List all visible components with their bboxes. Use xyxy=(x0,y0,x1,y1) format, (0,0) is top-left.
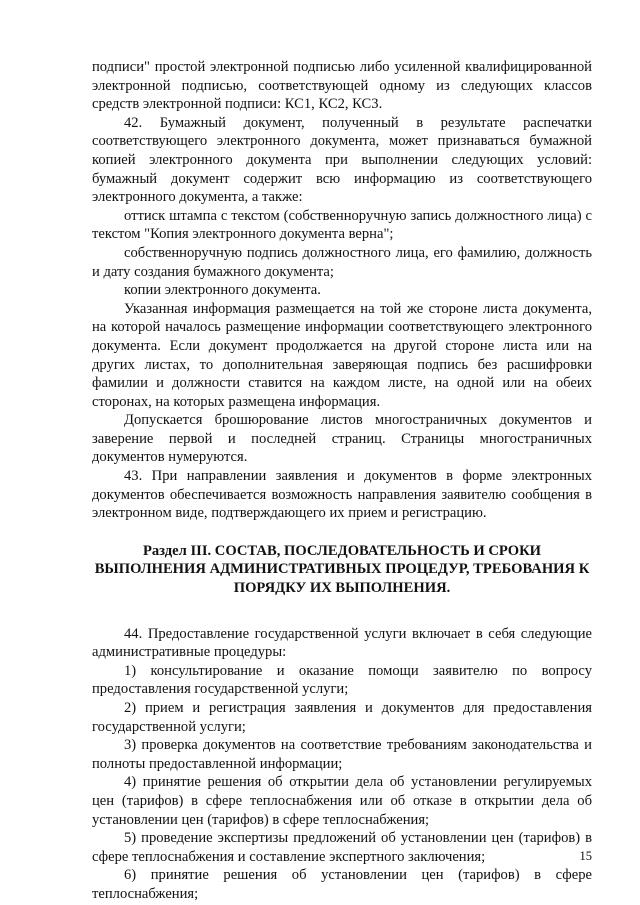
list-item-procedure-1: 1) консультирование и оказание помощи заявителю по вопросу предоставления государственной услуги; xyxy=(92,662,592,698)
paragraph-44: 44. Предоставление государственной услуги включает в себя следующие административные процедуры: xyxy=(92,625,592,661)
list-item-procedure-2: 2) прием и регистрация заявления и документов для предоставления государственной услуги; xyxy=(92,700,592,735)
paragraph-signature-classes: подписи" простой электронной подписью либо усиленной квалифицированной электронной подписью, соответствующей одному из следующих классов средств электронной подписи: КС1, КС2, КС3. xyxy=(92,59,592,113)
document-page xyxy=(92,58,592,904)
paragraph-handwritten-signature: собственноручную подпись должностного лица, его фамилию, должность и дату создания бумажного документа; xyxy=(92,244,592,280)
paragraph-42: 42. Бумажный документ, полученный в результате распечатки соответствующего электронного документа, может признаваться бумажной копией электронного документа при выполнении следующих условий: бумажный документ содержит всю информацию из соответствующего электронного документа, а также: xyxy=(92,114,592,206)
list-item-procedure-6: 6) принятие решения об установлении цен (тарифов) в сфере теплоснабжения; xyxy=(92,867,592,902)
list-item-procedure-5: 5) проведение экспертизы предложений об установлении цен (тарифов) в сфере теплоснабжения и составление экспертного заключения; xyxy=(92,830,592,865)
list-item-procedure-3: 3) проверка документов на соответствие требованиям законодательства и полноты предоставленной информации; xyxy=(92,737,592,772)
paragraph-binding: Допускается брошюрование листов многостраничных документов и заверение первой и последней страниц. Страницы многостраничных документов нумеруются. xyxy=(92,412,592,466)
paragraph-stamp-imprint: оттиск штампа с текстом (собственноручную запись должностного лица) с текстом "Копия электронного документа верна"; xyxy=(92,207,592,243)
paragraph-information-placement: Указанная информация размещается на той же стороне листа документа, на которой началось размещение информации соответствующего электронного документа. Если документ продолжается на другой стороне листа или на других листах, то дополнительная заверяющая подпись без расшифровки фамилии и должности ставится на каждом листе, на одной или на обеих сторонах, на которых размещена информация. xyxy=(92,300,592,410)
paragraph-copies: копии электронного документа. xyxy=(124,282,321,299)
page-number: 15 xyxy=(579,849,592,863)
list-item-procedure-4: 4) принятие решения об открытии дела об установлении регулируемых цен (тарифов) в сфере теплоснабжения или об отказе в открытии дела об установлении цен (тарифов) в сфере теплоснабжения; xyxy=(92,774,592,828)
paragraph-43: 43. При направлении заявления и документов в форме электронных документов обеспечивается возможность направления заявителю сообщения в электронном виде, подтверждающего их прием и регистрацию. xyxy=(92,468,592,522)
section-heading: Раздел III. СОСТАВ, ПОСЛЕДОВАТЕЛЬНОСТЬ И СРОКИ ВЫПОЛНЕНИЯ АДМИНИСТРАТИВНЫХ ПРОЦЕДУР, ТРЕБОВАНИЯ К ПОРЯДКУ ИХ ВЫПОЛНЕНИЯ. xyxy=(94,542,590,597)
